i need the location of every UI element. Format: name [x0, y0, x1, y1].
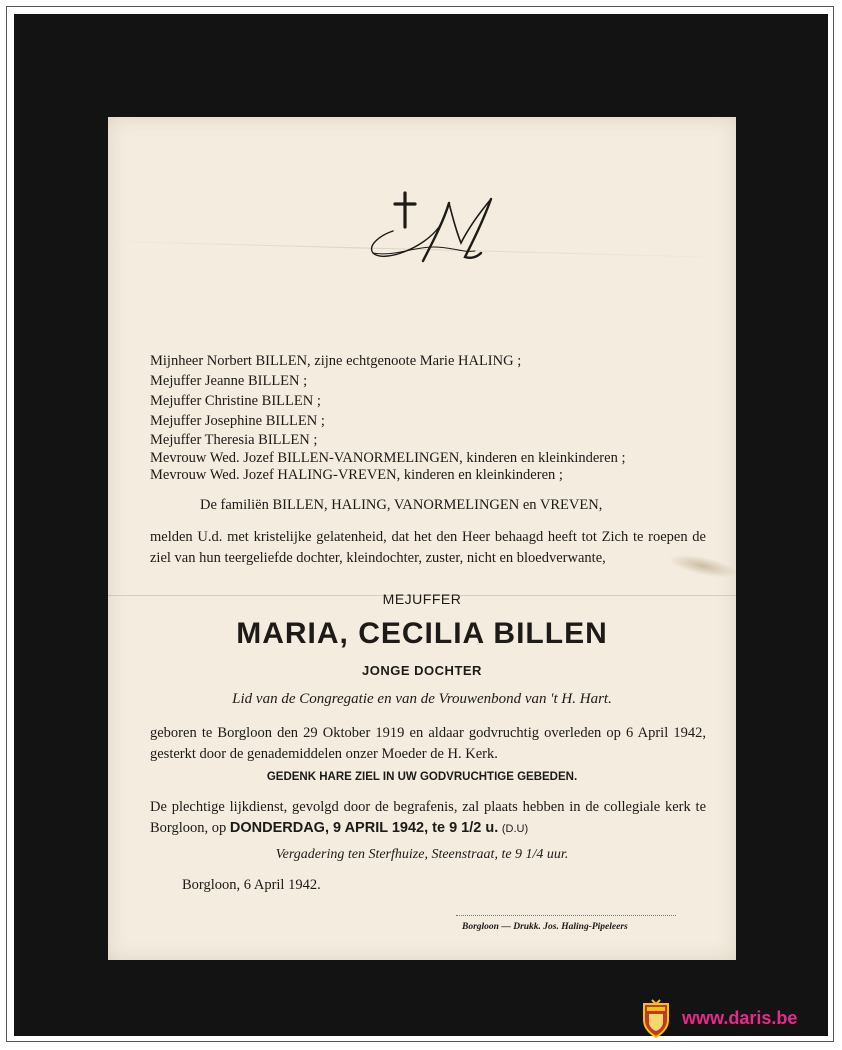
printer-credit: Borgloon — Drukk. Jos. Haling-Pipeleers: [462, 922, 628, 932]
funeral-note: (D.U): [501, 823, 529, 835]
birth-death-paragraph: geboren te Borgloon den 29 Oktober 1919 en aldaar godvruchtig overleden op 6 April 1942, gesterkt door de genademiddelen onzer Moeder de H. Kerk.: [150, 725, 706, 762]
coat-of-arms-icon: [640, 998, 672, 1038]
deceased-membership: Lid van de Congregatie en van de Vrouwenbond van 't H. Hart.: [232, 691, 612, 707]
mourner-line: Mejuffer Josephine BILLEN ;: [150, 413, 325, 429]
cross-monogram-m-icon: [353, 187, 503, 267]
deceased-name: MARIA, CECILIA BILLEN: [236, 617, 608, 650]
announcement-paragraph: melden U.d. met kristelijke gelatenheid, dat het den Heer behaagd heeft tot Zich te roepen de ziel van hun teergeliefde dochter, kleindochter, zuster, nicht en bloedverwante,: [150, 529, 706, 566]
printer-rule: [456, 915, 676, 916]
prayer-request: GEDENK HARE ZIEL IN UW GODVRUCHTIGE GEBEDEN.: [266, 771, 578, 783]
mourner-line: Mejuffer Christine BILLEN ;: [150, 393, 321, 409]
watermark-site: www.daris.be: [682, 1008, 798, 1028]
deceased-status: JONGE DOCHTER: [362, 663, 482, 678]
funeral-text: De plechtige lijkdienst, gevolgd door de begrafenis, zal plaats hebben in de collegiale kerk te Borgloon, op: [150, 799, 706, 836]
funeral-paragraph: [150, 797, 706, 840]
mourner-line: Mejuffer Theresia BILLEN ;: [150, 432, 318, 448]
mourner-line: Mevrouw Wed. Jozef BILLEN-VANORMELINGEN, kinderen en kleinkinderen ;: [150, 450, 626, 466]
funeral-date: DONDERDAG, 9 APRIL 1942, te 9 1/2 u.: [229, 820, 499, 836]
gathering-line: Vergadering ten Sterfhuize, Steenstraat, te 9 1/4 uur.: [275, 847, 569, 862]
families-line: De familiën BILLEN, HALING, VANORMELINGEN en VREVEN,: [200, 497, 603, 513]
deceased-title: MEJUFFER: [382, 591, 462, 607]
mourner-line: Mijnheer Norbert BILLEN, zijne echtgenoote Marie HALING ;: [150, 353, 522, 369]
mourner-line: Mevrouw Wed. Jozef HALING-VREVEN, kinderen en kleinkinderen ;: [150, 467, 563, 483]
mourning-card: [108, 117, 736, 960]
place-date: Borgloon, 6 April 1942.: [182, 877, 321, 893]
mourner-line: Mejuffer Jeanne BILLEN ;: [150, 373, 308, 389]
